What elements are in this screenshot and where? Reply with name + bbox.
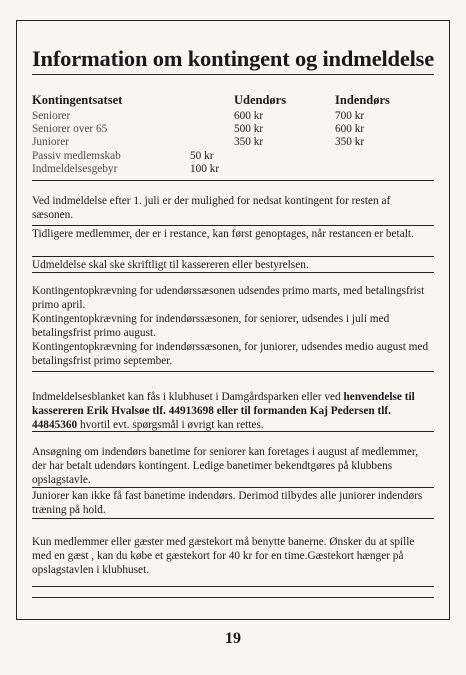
extra-fee-row: [32, 163, 434, 176]
section-divider: [32, 272, 434, 273]
indoor-juniors: Juniorer kan ikke få fast banetime indendørs. Derimod tilbydes alle juniorer indendørs træning på hold.: [32, 490, 423, 516]
extra-fee-row: [32, 150, 434, 163]
rate-label: Seniorer over 65: [32, 123, 108, 136]
indoor-application: Ansøgning om indendørs banetime for seniorer kan foretages i august af medlemmer, der har betalt udendørs kontingent. Ledige banetimer bekendtgøres på klubbens opslagstavle.: [32, 446, 419, 486]
section-divider: [32, 518, 434, 519]
signup-contact: henvendelse til kassereren Erik Hvalsøe tlf. 44913698 eller til formanden Kaj Pedersen tlf. 44845360: [32, 391, 415, 431]
signup-info: [32, 390, 432, 432]
rate-table-header: [32, 94, 434, 110]
note-resignation: Udmeldelse skal ske skriftligt til kassereren eller bestyrelsen.: [32, 259, 309, 271]
rate-label: Juniorer: [32, 136, 70, 149]
section-divider: [32, 487, 434, 488]
header-kontingentsatset: Kontingentsatset: [32, 93, 123, 107]
extra-fee-label: Indmeldelsesgebyr: [32, 162, 118, 175]
billing-indoor-juniors: Kontingentopkrævning for indendørssæsonen, for juniorer, udsendes medio august med betalingsfrist primo september.: [32, 341, 429, 367]
rate-udendors: 350 kr: [234, 136, 264, 149]
guest-rules: Kun medlemmer eller gæster med gæstekort må benytte banerne. Ønsker du at spille med en gæst , kan du købe et gæstekort for 40 kr for en time.Gæstekort hænger på opslagstavlen i klubhuset.: [32, 536, 415, 576]
billing-indoor-seniors: Kontingentopkrævning for indendørssæsonen, for seniorer, udsendes i juli med betalingsfrist primo august.: [32, 313, 390, 339]
signup-text-start: Indmeldelsesblanket kan fås i klubhuset i Damgårdsparken eller ved: [32, 391, 344, 403]
note-arrears: Tidligere medlemmer, der er i restance, kan først genoptages, når restancen er betalt.: [32, 228, 414, 240]
header-indendors: Indendørs: [335, 93, 390, 107]
rate-indendors: 600 kr: [335, 123, 365, 136]
extra-fee-amount: 50 kr: [190, 149, 214, 162]
rate-row: [32, 110, 434, 123]
rate-row: [32, 136, 434, 149]
section-divider: [32, 371, 434, 372]
billing-outdoor: Kontingentopkrævning for udendørssæsonen udsendes primo marts, med betalingsfrist primo april.: [32, 285, 425, 311]
extra-fee-amount: 100 kr: [190, 162, 220, 175]
section-divider: [32, 180, 434, 181]
note-reduced-fee: Ved indmeldelse efter 1. juli er der mulighed for nedsat kontingent for resten af sæsonen.: [32, 195, 391, 221]
extra-fee-label: Passiv medlemskab: [32, 149, 121, 162]
page-number: 19: [225, 630, 241, 647]
rate-table: [32, 94, 434, 176]
title-divider: [32, 74, 434, 75]
rate-row: [32, 123, 434, 136]
rate-label: Seniorer: [32, 110, 71, 122]
section-divider: [32, 225, 434, 226]
rate-indendors: 350 kr: [335, 136, 365, 149]
section-divider: [32, 586, 434, 587]
section-divider: [32, 256, 434, 257]
section-divider: [32, 431, 434, 432]
header-udendors: Udendørs: [234, 93, 287, 107]
page-title: Information om kontingent og indmeldelse: [32, 46, 435, 71]
rate-udendors: 500 kr: [234, 123, 264, 136]
signup-text-end: hvortil evt. spørgsmål i øvrigt kan rettes.: [77, 419, 264, 431]
rate-udendors: 600 kr: [234, 110, 264, 122]
rate-indendors: 700 kr: [335, 110, 365, 122]
section-divider: [32, 597, 434, 598]
